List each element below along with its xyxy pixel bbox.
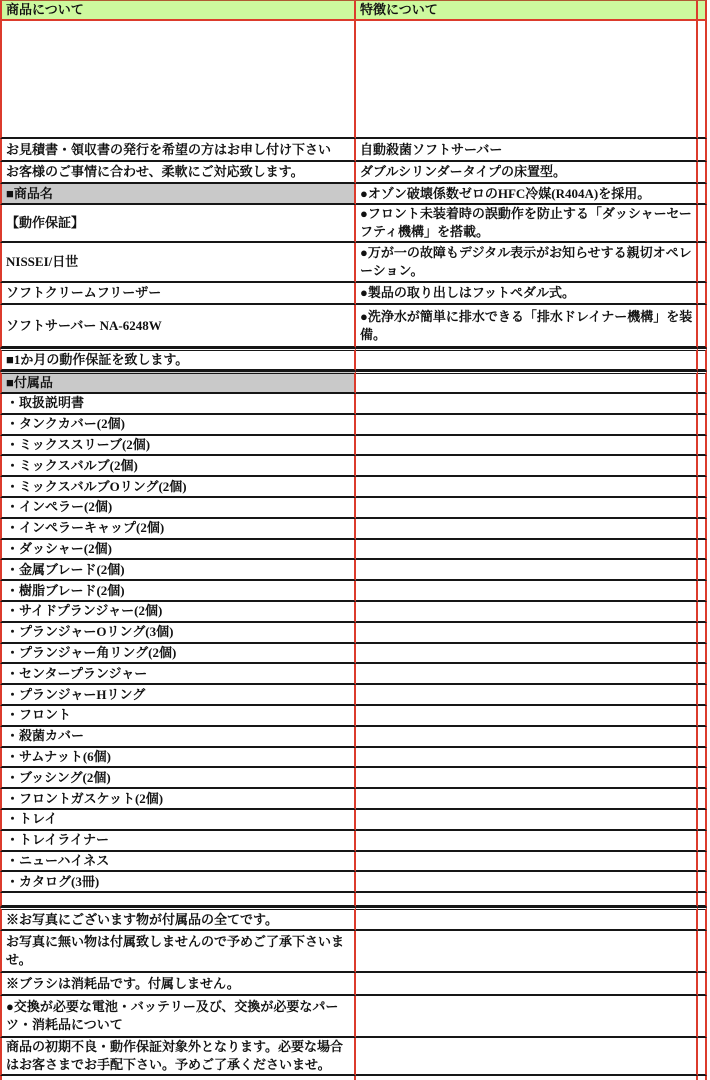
edge-sliver-cell bbox=[698, 831, 707, 852]
product-cell: ・ミックスバルブ(2個) bbox=[0, 456, 356, 477]
product-cell: ●交換が必要な電池・バッテリー及び、交換が必要なパーツ・消耗品について bbox=[0, 996, 356, 1038]
edge-sliver-cell bbox=[698, 789, 707, 810]
feature-cell bbox=[356, 907, 698, 931]
table-row bbox=[0, 540, 707, 561]
table-row bbox=[0, 305, 707, 348]
table-row bbox=[0, 243, 707, 283]
table-row bbox=[0, 768, 707, 789]
edge-sliver-cell bbox=[698, 394, 707, 415]
header-product-about: 商品について bbox=[0, 0, 356, 21]
table-row bbox=[0, 519, 707, 540]
product-cell: NISSEI/日世 bbox=[0, 243, 356, 283]
table-row bbox=[0, 581, 707, 602]
table-row bbox=[0, 931, 707, 973]
table-row bbox=[0, 852, 707, 873]
edge-sliver-cell bbox=[698, 560, 707, 581]
feature-cell bbox=[356, 893, 698, 907]
feature-cell bbox=[356, 540, 698, 561]
table-row bbox=[0, 477, 707, 498]
table-row bbox=[0, 184, 707, 205]
product-cell bbox=[0, 1076, 356, 1080]
edge-sliver-cell bbox=[698, 768, 707, 789]
edge-sliver-cell bbox=[698, 664, 707, 685]
table-row bbox=[0, 1076, 707, 1080]
header-feature-about: 特徴について bbox=[356, 0, 698, 21]
product-cell: ・金属ブレード(2個) bbox=[0, 560, 356, 581]
table-row bbox=[0, 394, 707, 415]
edge-sliver-cell bbox=[698, 685, 707, 706]
product-cell bbox=[0, 21, 356, 139]
product-cell: ・サイドプランジャー(2個) bbox=[0, 602, 356, 623]
product-cell: ・ミックススリーブ(2個) bbox=[0, 436, 356, 457]
feature-cell bbox=[356, 706, 698, 727]
feature-cell bbox=[356, 727, 698, 748]
header-edge-sliver bbox=[698, 0, 707, 21]
product-cell: ・樹脂ブレード(2個) bbox=[0, 581, 356, 602]
table-row bbox=[0, 748, 707, 769]
feature-cell bbox=[356, 415, 698, 436]
product-cell: ソフトクリームフリーザー bbox=[0, 283, 356, 305]
table-row bbox=[0, 560, 707, 581]
feature-cell bbox=[356, 644, 698, 665]
table-row bbox=[0, 996, 707, 1038]
feature-cell bbox=[356, 748, 698, 769]
product-cell: ・インペラー(2個) bbox=[0, 498, 356, 519]
table-row bbox=[0, 21, 707, 139]
product-cell: ・ブッシング(2個) bbox=[0, 768, 356, 789]
feature-cell bbox=[356, 973, 698, 996]
edge-sliver-cell bbox=[698, 973, 707, 996]
feature-cell: ●オゾン破壊係数ゼロのHFC冷媒(R404A)を採用。 bbox=[356, 184, 698, 205]
table-row bbox=[0, 973, 707, 996]
table-row bbox=[0, 706, 707, 727]
edge-sliver-cell bbox=[698, 1038, 707, 1076]
feature-cell: ●洗浄水が簡単に排水できる「排水ドレイナー機構」を装備。 bbox=[356, 305, 698, 348]
edge-sliver-cell bbox=[698, 477, 707, 498]
table-row bbox=[0, 789, 707, 810]
feature-cell: 自動殺菌ソフトサーバー bbox=[356, 139, 698, 162]
edge-sliver-cell bbox=[698, 498, 707, 519]
product-cell: 商品の初期不良・動作保証対象外となります。必要な場合はお客さまでお手配下さい。予めご了承くださいませ。 bbox=[0, 1038, 356, 1076]
edge-sliver-cell bbox=[698, 243, 707, 283]
edge-sliver-cell bbox=[698, 581, 707, 602]
feature-cell bbox=[356, 996, 698, 1038]
product-cell: お見積書・領収書の発行を希望の方はお申し付け下さい bbox=[0, 139, 356, 162]
table-row bbox=[0, 685, 707, 706]
product-cell: ・サムナット(6個) bbox=[0, 748, 356, 769]
product-cell: ・トレイライナー bbox=[0, 831, 356, 852]
edge-sliver-cell bbox=[698, 931, 707, 973]
edge-sliver-cell bbox=[698, 415, 707, 436]
product-cell: ■付属品 bbox=[0, 371, 356, 394]
product-cell: ・ニューハイネス bbox=[0, 852, 356, 873]
edge-sliver-cell bbox=[698, 623, 707, 644]
table-row bbox=[0, 644, 707, 665]
feature-cell bbox=[356, 685, 698, 706]
edge-sliver-cell bbox=[698, 348, 707, 371]
feature-cell bbox=[356, 664, 698, 685]
edge-sliver-cell bbox=[698, 371, 707, 394]
feature-cell: ●万が一の故障もデジタル表示がお知らせする親切オペレーション。 bbox=[356, 243, 698, 283]
table-row bbox=[0, 498, 707, 519]
table-row bbox=[0, 831, 707, 852]
product-cell: ・ミックスバルブOリング(2個) bbox=[0, 477, 356, 498]
feature-cell bbox=[356, 348, 698, 371]
product-cell: ・プランジャーOリング(3個) bbox=[0, 623, 356, 644]
edge-sliver-cell bbox=[698, 283, 707, 305]
feature-cell bbox=[356, 581, 698, 602]
table-header-row bbox=[0, 0, 707, 21]
edge-sliver-cell bbox=[698, 21, 707, 139]
feature-cell bbox=[356, 498, 698, 519]
feature-cell: ●製品の取り出しはフットペダル式。 bbox=[356, 283, 698, 305]
feature-cell bbox=[356, 852, 698, 873]
edge-sliver-cell bbox=[698, 996, 707, 1038]
table-row bbox=[0, 371, 707, 394]
edge-sliver-cell bbox=[698, 519, 707, 540]
edge-sliver-cell bbox=[698, 436, 707, 457]
feature-cell bbox=[356, 1038, 698, 1076]
edge-sliver-cell bbox=[698, 540, 707, 561]
product-cell: ・取扱説明書 bbox=[0, 394, 356, 415]
table-row bbox=[0, 283, 707, 305]
feature-cell bbox=[356, 810, 698, 831]
table-row bbox=[0, 907, 707, 931]
table-row bbox=[0, 623, 707, 644]
feature-cell bbox=[356, 768, 698, 789]
feature-cell bbox=[356, 436, 698, 457]
product-cell: お写真に無い物は付属致しませんので予めご了承下さいませ。 bbox=[0, 931, 356, 973]
feature-cell bbox=[356, 931, 698, 973]
table-row bbox=[0, 456, 707, 477]
edge-sliver-cell bbox=[698, 907, 707, 931]
edge-sliver-cell bbox=[698, 456, 707, 477]
feature-cell bbox=[356, 21, 698, 139]
edge-sliver-cell bbox=[698, 644, 707, 665]
product-cell: お客様のご事情に合わせ、柔軟にご対応致します。 bbox=[0, 162, 356, 184]
product-cell: ・センタープランジャー bbox=[0, 664, 356, 685]
product-cell: ・フロント bbox=[0, 706, 356, 727]
table-row bbox=[0, 162, 707, 184]
table-row bbox=[0, 436, 707, 457]
product-cell: ソフトサーバー NA-6248W bbox=[0, 305, 356, 348]
product-cell: ※お写真にございます物が付属品の全てです。 bbox=[0, 907, 356, 931]
feature-cell bbox=[356, 1076, 698, 1080]
product-cell: ・殺菌カバー bbox=[0, 727, 356, 748]
feature-cell bbox=[356, 519, 698, 540]
product-cell: ・トレイ bbox=[0, 810, 356, 831]
edge-sliver-cell bbox=[698, 852, 707, 873]
table-row bbox=[0, 664, 707, 685]
product-cell: ・プランジャー角リング(2個) bbox=[0, 644, 356, 665]
edge-sliver-cell bbox=[698, 602, 707, 623]
feature-cell bbox=[356, 560, 698, 581]
table-row bbox=[0, 810, 707, 831]
table-row bbox=[0, 872, 707, 893]
edge-sliver-cell bbox=[698, 706, 707, 727]
table-row bbox=[0, 893, 707, 907]
table-row bbox=[0, 415, 707, 436]
table-row bbox=[0, 602, 707, 623]
feature-cell: ●フロント未装着時の誤動作を防止する「ダッシャーセーフティ機構」を搭載。 bbox=[356, 205, 698, 243]
feature-cell bbox=[356, 394, 698, 415]
table-row bbox=[0, 348, 707, 371]
edge-sliver-cell bbox=[698, 727, 707, 748]
table-row bbox=[0, 205, 707, 243]
product-cell: ・ダッシャー(2個) bbox=[0, 540, 356, 561]
feature-cell bbox=[356, 456, 698, 477]
feature-cell bbox=[356, 831, 698, 852]
edge-sliver-cell bbox=[698, 1076, 707, 1080]
edge-sliver-cell bbox=[698, 810, 707, 831]
edge-sliver-cell bbox=[698, 893, 707, 907]
product-cell: ・タンクカバー(2個) bbox=[0, 415, 356, 436]
product-cell: ■1か月の動作保証を致します。 bbox=[0, 348, 356, 371]
table-row bbox=[0, 139, 707, 162]
product-cell: 【動作保証】 bbox=[0, 205, 356, 243]
feature-cell bbox=[356, 789, 698, 810]
edge-sliver-cell bbox=[698, 205, 707, 243]
edge-sliver-cell bbox=[698, 748, 707, 769]
edge-sliver-cell bbox=[698, 872, 707, 893]
product-cell: ■商品名 bbox=[0, 184, 356, 205]
edge-sliver-cell bbox=[698, 139, 707, 162]
product-cell: ・カタログ(3冊) bbox=[0, 872, 356, 893]
edge-sliver-cell bbox=[698, 305, 707, 348]
table-row bbox=[0, 727, 707, 748]
product-cell bbox=[0, 893, 356, 907]
edge-sliver-cell bbox=[698, 184, 707, 205]
feature-cell bbox=[356, 623, 698, 644]
product-cell: ※ブラシは消耗品です。付属しません。 bbox=[0, 973, 356, 996]
feature-cell bbox=[356, 477, 698, 498]
product-cell: ・フロントガスケット(2個) bbox=[0, 789, 356, 810]
feature-cell bbox=[356, 371, 698, 394]
edge-sliver-cell bbox=[698, 162, 707, 184]
table-row bbox=[0, 1038, 707, 1076]
feature-cell bbox=[356, 872, 698, 893]
product-cell: ・プランジャーHリング bbox=[0, 685, 356, 706]
product-cell: ・インペラーキャップ(2個) bbox=[0, 519, 356, 540]
feature-cell: ダブルシリンダータイプの床置型。 bbox=[356, 162, 698, 184]
feature-cell bbox=[356, 602, 698, 623]
